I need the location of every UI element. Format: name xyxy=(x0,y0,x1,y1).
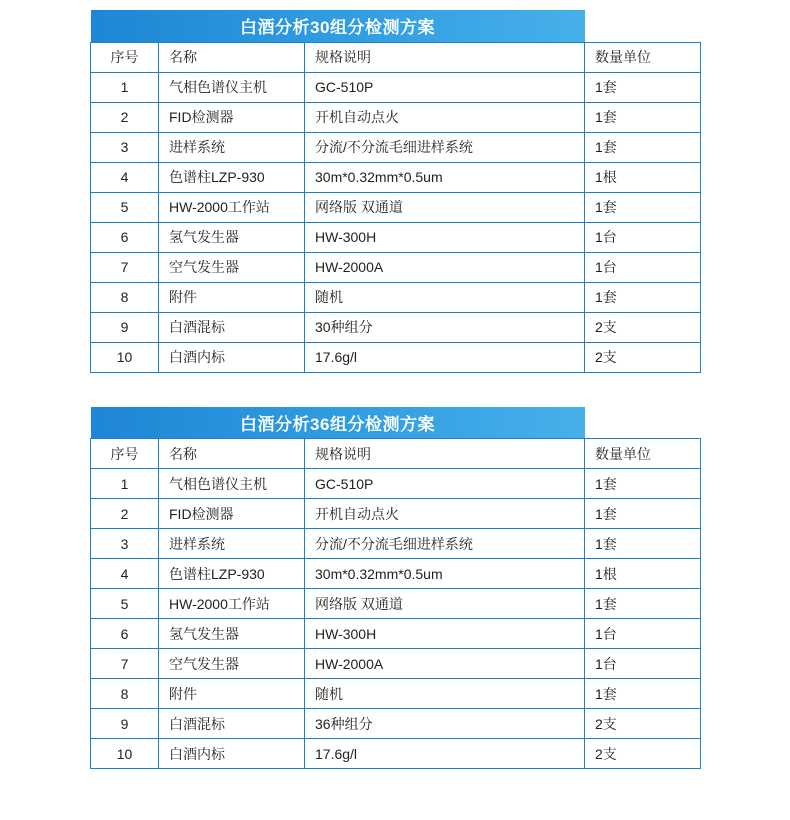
cell-qty: 2支 xyxy=(585,342,701,372)
column-header-index: 序号 xyxy=(91,439,159,469)
cell-spec: HW-2000A xyxy=(305,649,585,679)
cell-spec: 网络版 双通道 xyxy=(305,589,585,619)
cell-index: 6 xyxy=(91,619,159,649)
cell-spec: 开机自动点火 xyxy=(305,499,585,529)
column-header-qty: 数量单位 xyxy=(585,42,701,72)
cell-index: 6 xyxy=(91,222,159,252)
table-row xyxy=(91,342,701,372)
cell-spec: 开机自动点火 xyxy=(305,102,585,132)
cell-qty: 1套 xyxy=(585,282,701,312)
table-row xyxy=(91,312,701,342)
table-row xyxy=(91,222,701,252)
table-row xyxy=(91,252,701,282)
table-row xyxy=(91,499,701,529)
cell-index: 1 xyxy=(91,72,159,102)
cell-qty: 1套 xyxy=(585,132,701,162)
table-row xyxy=(91,619,701,649)
cell-name: 空气发生器 xyxy=(159,252,305,282)
cell-name: HW-2000工作站 xyxy=(159,192,305,222)
cell-index: 5 xyxy=(91,192,159,222)
cell-index: 9 xyxy=(91,709,159,739)
cell-qty: 2支 xyxy=(585,709,701,739)
cell-name: 进样系统 xyxy=(159,529,305,559)
cell-index: 2 xyxy=(91,499,159,529)
table-row xyxy=(91,739,701,769)
cell-name: 氢气发生器 xyxy=(159,222,305,252)
table-row xyxy=(91,72,701,102)
cell-index: 7 xyxy=(91,649,159,679)
cell-qty: 1套 xyxy=(585,529,701,559)
cell-index: 10 xyxy=(91,739,159,769)
spec-table-block-36 xyxy=(90,407,700,770)
column-header-name: 名称 xyxy=(159,439,305,469)
cell-index: 1 xyxy=(91,469,159,499)
cell-name: 色谱柱LZP-930 xyxy=(159,162,305,192)
cell-spec: 30种组分 xyxy=(305,312,585,342)
table-row xyxy=(91,709,701,739)
cell-spec: HW-300H xyxy=(305,619,585,649)
table-title: 白酒分析36组分检测方案 xyxy=(91,407,585,439)
cell-qty: 1套 xyxy=(585,469,701,499)
cell-name: 附件 xyxy=(159,282,305,312)
cell-qty: 2支 xyxy=(585,312,701,342)
cell-qty: 1套 xyxy=(585,679,701,709)
column-header-name: 名称 xyxy=(159,42,305,72)
cell-qty: 1套 xyxy=(585,589,701,619)
cell-index: 4 xyxy=(91,559,159,589)
table-row xyxy=(91,529,701,559)
cell-qty: 1套 xyxy=(585,192,701,222)
spec-table-30 xyxy=(90,10,701,373)
cell-spec: 30m*0.32mm*0.5um xyxy=(305,559,585,589)
cell-index: 10 xyxy=(91,342,159,372)
cell-name: FID检测器 xyxy=(159,499,305,529)
table-header-row xyxy=(91,42,701,72)
cell-name: 白酒混标 xyxy=(159,709,305,739)
cell-qty: 1套 xyxy=(585,72,701,102)
cell-spec: 分流/不分流毛细进样系统 xyxy=(305,132,585,162)
table-row xyxy=(91,132,701,162)
table-header-row xyxy=(91,439,701,469)
cell-qty: 1根 xyxy=(585,162,701,192)
cell-name: 空气发生器 xyxy=(159,649,305,679)
cell-name: 白酒内标 xyxy=(159,342,305,372)
table-row xyxy=(91,162,701,192)
cell-name: 色谱柱LZP-930 xyxy=(159,559,305,589)
cell-spec: GC-510P xyxy=(305,72,585,102)
cell-index: 9 xyxy=(91,312,159,342)
cell-spec: 17.6g/l xyxy=(305,342,585,372)
cell-index: 3 xyxy=(91,132,159,162)
column-header-qty: 数量单位 xyxy=(585,439,701,469)
spec-table-block-30 xyxy=(90,10,700,373)
cell-spec: 36种组分 xyxy=(305,709,585,739)
cell-spec: 随机 xyxy=(305,282,585,312)
column-header-index: 序号 xyxy=(91,42,159,72)
cell-spec: 分流/不分流毛细进样系统 xyxy=(305,529,585,559)
table-row xyxy=(91,469,701,499)
cell-name: FID检测器 xyxy=(159,102,305,132)
cell-index: 4 xyxy=(91,162,159,192)
cell-index: 3 xyxy=(91,529,159,559)
cell-spec: 17.6g/l xyxy=(305,739,585,769)
cell-index: 8 xyxy=(91,679,159,709)
column-header-spec: 规格说明 xyxy=(305,42,585,72)
table-row xyxy=(91,102,701,132)
cell-qty: 2支 xyxy=(585,739,701,769)
spec-table-36 xyxy=(90,407,701,770)
cell-spec: HW-300H xyxy=(305,222,585,252)
table-row xyxy=(91,192,701,222)
cell-name: 气相色谱仪主机 xyxy=(159,72,305,102)
cell-name: 附件 xyxy=(159,679,305,709)
cell-name: HW-2000工作站 xyxy=(159,589,305,619)
cell-name: 进样系统 xyxy=(159,132,305,162)
table-row xyxy=(91,282,701,312)
cell-qty: 1台 xyxy=(585,252,701,282)
table-title-spacer xyxy=(585,407,701,439)
cell-qty: 1台 xyxy=(585,222,701,252)
cell-qty: 1套 xyxy=(585,102,701,132)
table-row xyxy=(91,559,701,589)
cell-qty: 1台 xyxy=(585,619,701,649)
cell-qty: 1台 xyxy=(585,649,701,679)
cell-name: 氢气发生器 xyxy=(159,619,305,649)
cell-spec: 网络版 双通道 xyxy=(305,192,585,222)
cell-index: 5 xyxy=(91,589,159,619)
cell-qty: 1根 xyxy=(585,559,701,589)
cell-index: 7 xyxy=(91,252,159,282)
cell-spec: HW-2000A xyxy=(305,252,585,282)
cell-spec: 随机 xyxy=(305,679,585,709)
cell-spec: 30m*0.32mm*0.5um xyxy=(305,162,585,192)
cell-name: 气相色谱仪主机 xyxy=(159,469,305,499)
cell-name: 白酒内标 xyxy=(159,739,305,769)
column-header-spec: 规格说明 xyxy=(305,439,585,469)
cell-index: 8 xyxy=(91,282,159,312)
cell-name: 白酒混标 xyxy=(159,312,305,342)
table-title-row xyxy=(91,407,701,439)
table-title-row xyxy=(91,10,701,42)
cell-spec: GC-510P xyxy=(305,469,585,499)
cell-qty: 1套 xyxy=(585,499,701,529)
cell-index: 2 xyxy=(91,102,159,132)
table-row xyxy=(91,589,701,619)
table-title: 白酒分析30组分检测方案 xyxy=(91,10,585,42)
table-title-spacer xyxy=(585,10,701,42)
table-row xyxy=(91,649,701,679)
table-row xyxy=(91,679,701,709)
